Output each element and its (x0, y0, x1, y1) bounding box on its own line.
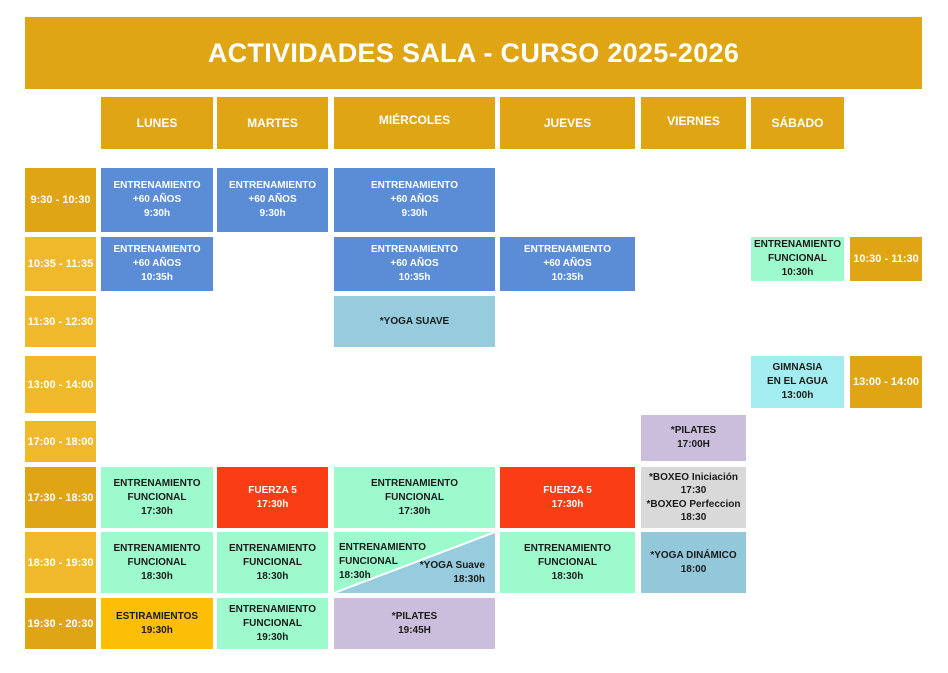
class-tue-1730 (217, 467, 328, 528)
day-header-friday: VIERNES (641, 97, 746, 149)
class-detail: FUNCIONAL (768, 253, 827, 264)
class-wed-1830-split (334, 532, 495, 593)
time-label-1830: 18:30 - 19:30 (25, 532, 96, 593)
class-fri-1730 (641, 467, 746, 528)
class-time: 18:30h (453, 574, 485, 585)
class-time: 17:30h (551, 498, 584, 510)
day-header-thursday: JUEVES (500, 97, 635, 149)
time-label-1300: 13:00 - 14:00 (25, 356, 96, 413)
class-fri-1700 (641, 415, 746, 461)
class-time: 10:35h (398, 272, 431, 283)
class-time: 18:30h (551, 570, 584, 582)
class-detail: +60 AÑOS (132, 258, 182, 269)
class-name: FUERZA 5 (543, 484, 592, 496)
class-mon-1730 (101, 467, 213, 528)
class-name: *BOXEO Perfeccion (646, 498, 741, 510)
class-time: 17:30 (680, 485, 707, 496)
class-tue-0930 (217, 168, 328, 232)
class-detail: +60 AÑOS (390, 194, 439, 205)
class-name: *PILATES (670, 425, 717, 436)
class-name: *YOGA DINÁMICO (650, 549, 737, 561)
class-name: ENTRENAMIENTO (370, 180, 459, 191)
class-name: ENTRENAMIENTO (113, 244, 201, 255)
class-mon-1035 (101, 237, 213, 291)
class-sat-1300 (751, 356, 844, 408)
day-header-saturday: SÁBADO (751, 97, 844, 149)
class-thu-1830 (500, 532, 635, 593)
class-time: 19:45H (398, 624, 431, 636)
class-name: *YOGA Suave (419, 560, 485, 571)
class-tue-1830 (217, 532, 328, 593)
time-label-saturday-1300: 13:00 - 14:00 (850, 356, 922, 408)
class-wed-1930 (334, 598, 495, 649)
class-name: ENTRENAMIENTO (228, 603, 317, 615)
class-detail: +60 AÑOS (248, 194, 297, 205)
class-detail: FUNCIONAL (127, 556, 187, 568)
class-name: ENTRENAMIENTO (113, 477, 201, 489)
class-sat-1030 (751, 237, 844, 281)
class-detail: FUNCIONAL (243, 556, 302, 568)
class-name: ENTRENAMIENTO (523, 542, 612, 554)
class-time: 18:30 (680, 512, 707, 523)
class-name: ENTRENAMIENTO (523, 244, 612, 255)
time-label-saturday-1030: 10:30 - 11:30 (850, 237, 922, 281)
class-name: *PILATES (391, 610, 438, 622)
class-time: 18:30h (141, 570, 173, 582)
class-time: 17:30h (398, 505, 431, 517)
class-mon-0930 (101, 168, 213, 232)
class-thu-1035 (500, 237, 635, 291)
class-time: 9:30h (143, 208, 171, 219)
class-wed-0930 (334, 168, 495, 232)
class-tue-1930 (217, 598, 328, 649)
class-time: 17:30h (256, 498, 289, 510)
class-detail: +60 AÑOS (132, 194, 182, 205)
time-label-1930: 19:30 - 20:30 (25, 598, 96, 649)
time-label-1700: 17:00 - 18:00 (25, 421, 96, 462)
class-name: ENTRENAMIENTO (753, 239, 842, 250)
class-mon-1930 (101, 598, 213, 649)
day-header-monday: LUNES (101, 97, 213, 149)
class-time: 10:35h (551, 272, 584, 283)
class-time: 17:30h (141, 505, 173, 517)
class-detail: +60 AÑOS (543, 258, 592, 269)
class-mon-1830 (101, 532, 213, 593)
class-detail: EN EL AGUA (766, 376, 829, 387)
time-label-0930: 9:30 - 10:30 (25, 168, 96, 232)
class-name: ENTRENAMIENTO (228, 542, 317, 554)
day-header-wednesday: MIÉRCOLES (334, 97, 495, 149)
class-name: *YOGA SUAVE (379, 315, 450, 327)
class-name: ENTRENAMIENTO (113, 180, 201, 191)
class-name: GIMNASIA (772, 362, 823, 373)
time-label-1130: 11:30 - 12:30 (25, 296, 96, 347)
class-time: 17:00H (677, 439, 710, 450)
class-detail: FUNCIONAL (339, 556, 398, 567)
class-time: 19:30h (256, 631, 289, 643)
time-label-1035: 10:35 - 11:35 (25, 237, 96, 291)
class-detail: +60 AÑOS (390, 258, 439, 269)
class-time: 18:30h (256, 570, 289, 582)
class-name: ENTRENAMIENTO (370, 477, 459, 489)
class-detail: FUNCIONAL (385, 491, 444, 503)
class-name: ENTRENAMIENTO (113, 542, 201, 554)
class-name: FUERZA 5 (248, 484, 297, 496)
day-header-tuesday: MARTES (217, 97, 328, 149)
class-wed-1730 (334, 467, 495, 528)
class-wed-1035 (334, 237, 495, 291)
class-time: 18:30h (339, 570, 371, 581)
class-name: ENTRENAMIENTO (339, 542, 427, 553)
time-label-1730: 17:30 - 18:30 (25, 467, 96, 528)
class-time: 13:00h (781, 390, 814, 401)
class-fri-1830 (641, 532, 746, 593)
class-thu-1730 (500, 467, 635, 528)
page-title: ACTIVIDADES SALA - CURSO 2025-2026 (25, 17, 922, 89)
class-name: ESTIRAMIENTOS (115, 610, 199, 622)
class-detail: FUNCIONAL (127, 491, 187, 503)
class-time: 18:00 (680, 563, 707, 575)
class-time: 10:35h (141, 272, 173, 283)
class-wed-1130 (334, 296, 495, 347)
class-time: 10:30h (781, 267, 814, 278)
class-name: ENTRENAMIENTO (370, 244, 459, 255)
class-detail: FUNCIONAL (538, 556, 597, 568)
class-time: 19:30h (141, 624, 173, 636)
class-name: *BOXEO Iniciación (649, 471, 738, 483)
class-name: ENTRENAMIENTO (228, 180, 317, 191)
class-detail: FUNCIONAL (243, 617, 302, 629)
class-time: 9:30h (401, 208, 428, 219)
class-time: 9:30h (259, 208, 286, 219)
